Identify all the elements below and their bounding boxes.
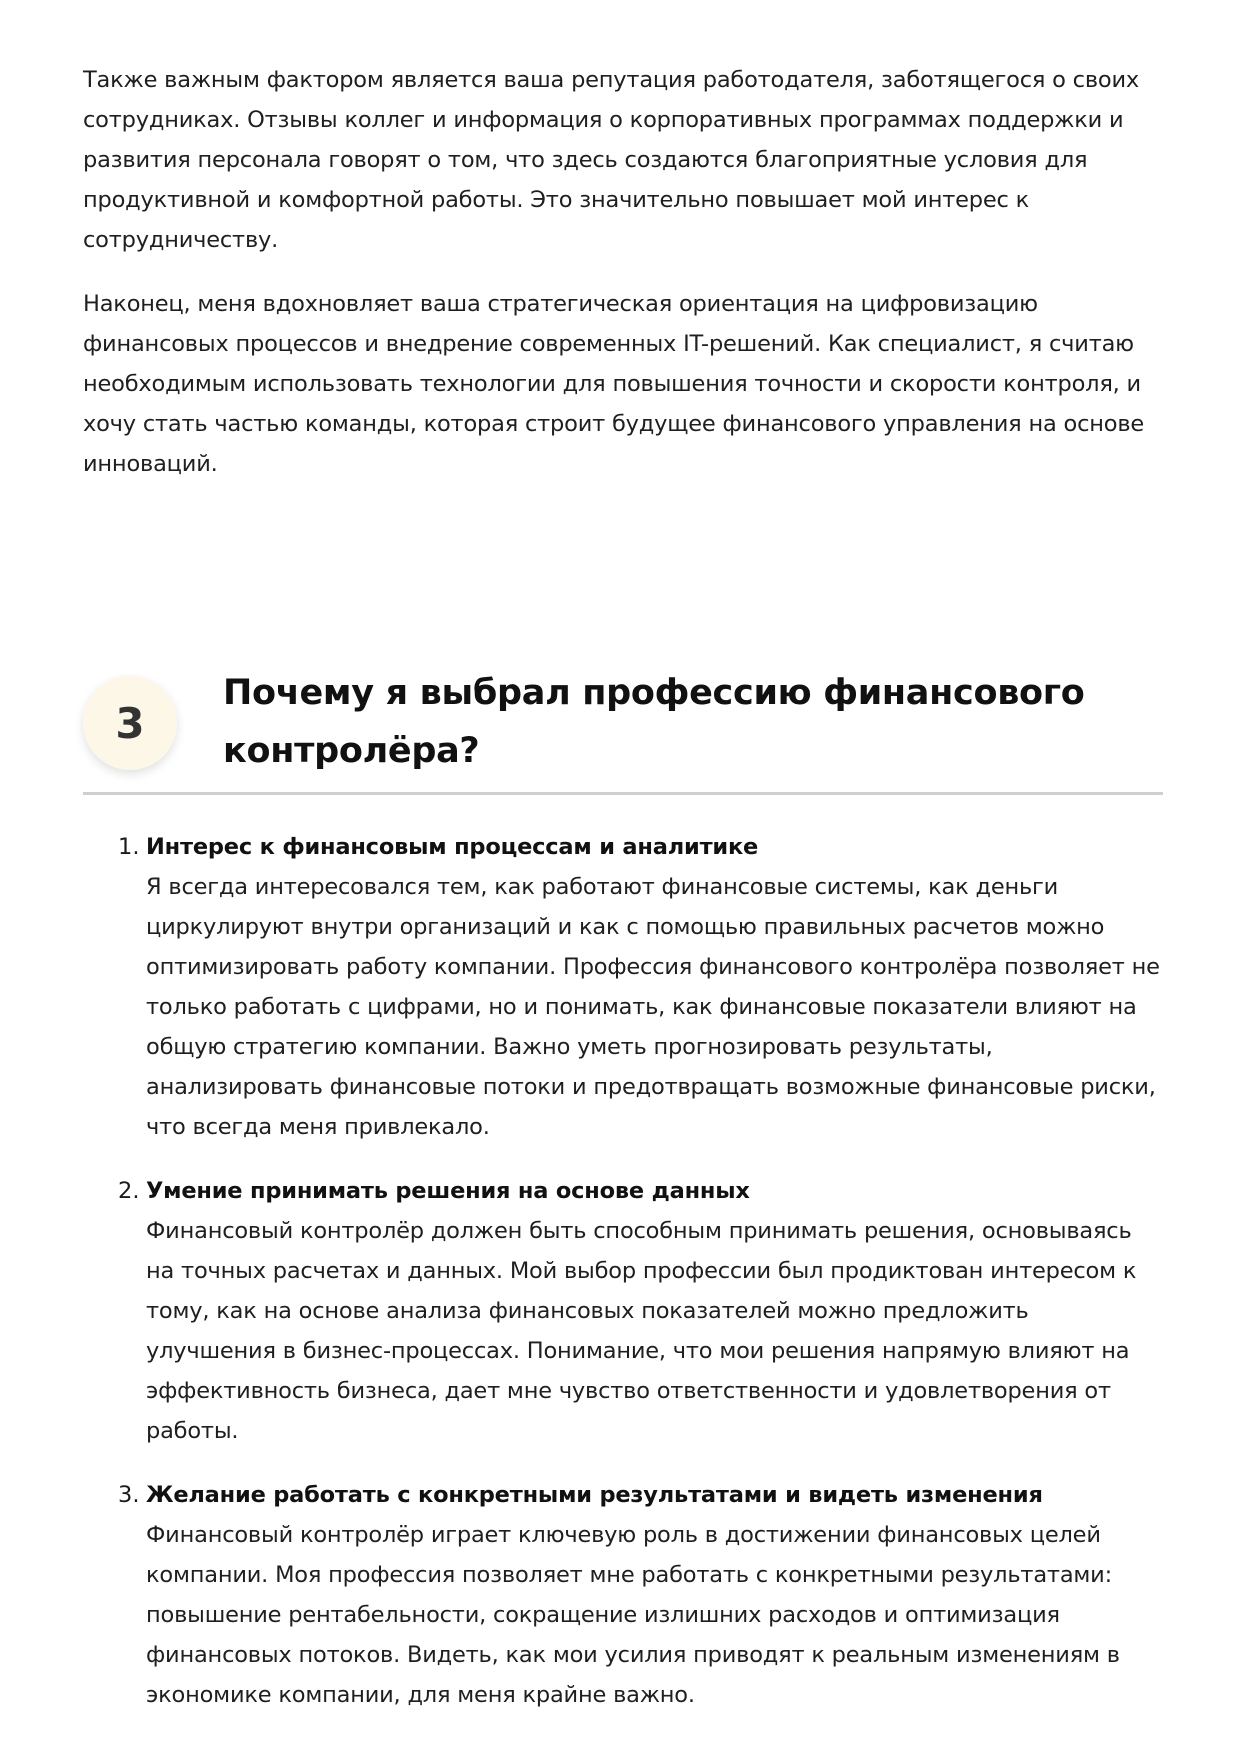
list-item-number: 3. [118,1482,140,1508]
section-number-badge: 3 [83,676,177,770]
list-item [83,1475,1163,1715]
list-item [83,1171,1163,1451]
list-item-number: 1. [118,834,140,860]
list-item-title: Интерес к финансовым процессам и аналитике [146,834,759,860]
reasons-list [83,827,1163,1715]
intro-paragraph-digitalization: Наконец, меня вдохновляет ваша стратегическая ориентация на цифровизацию финансовых процессов и внедрение современных IT-решений. Как специалист, я считаю необходимым использовать технологии для повышения точности и скорости контроля, и хочу стать частью команды, которая строит будущее финансового управления на основе инноваций. [83,291,1145,477]
list-item [83,827,1163,1147]
section-title: Почему я выбрал профессию финансового контролёра? [223,673,1085,771]
list-item-title: Умение принимать решения на основе данных [146,1178,750,1204]
section-header [83,664,1163,795]
list-item-text: Я всегда интересовался тем, как работают финансовые системы, как деньги циркулируют внутри организаций и как с помощью правильных расчетов можно оптимизировать работу компании. Профессия финансового контролёра позволяет не только работать с цифрами, но и понимать, как финансовые показатели влияют на общую стратегию компании. Важно уметь прогнозировать результаты, анализировать финансовые потоки и предотвращать возможные финансовые риски, что всегда меня привлекало. [146,874,1160,1140]
list-item-text: Финансовый контролёр должен быть способным принимать решения, основываясь на точных расчетах и данных. Мой выбор профессии был продиктован интересом к тому, как на основе анализа финансовых показателей можно предложить улучшения в бизнес-процессах. Понимание, что мои решения напрямую влияют на эффективность бизнеса, дает мне чувство ответственности и удовлетворения от работы. [146,1218,1137,1444]
intro-block [83,60,1163,508]
list-item-text: Финансовый контролёр играет ключевую роль в достижении финансовых целей компании. Моя профессия позволяет мне работать с конкретными результатами: повышение рентабельности, сокращение излишних расходов и оптимизация финансовых потоков. Видеть, как мои усилия приводят к реальным изменениям в экономике компании, для меня крайне важно. [146,1522,1120,1708]
section-3 [83,664,1163,1739]
list-item-number: 2. [118,1178,140,1204]
list-item-title: Желание работать с конкретными результатами и видеть изменения [146,1482,1043,1508]
intro-paragraph-reputation: Также важным фактором является ваша репутация работодателя, заботящегося о своих сотрудниках. Отзывы коллег и информация о корпоративных программах поддержки и развития персонала говорят о том, что здесь создаются благоприятные условия для продуктивной и комфортной работы. Это значительно повышает мой интерес к сотрудничеству. [83,67,1140,253]
